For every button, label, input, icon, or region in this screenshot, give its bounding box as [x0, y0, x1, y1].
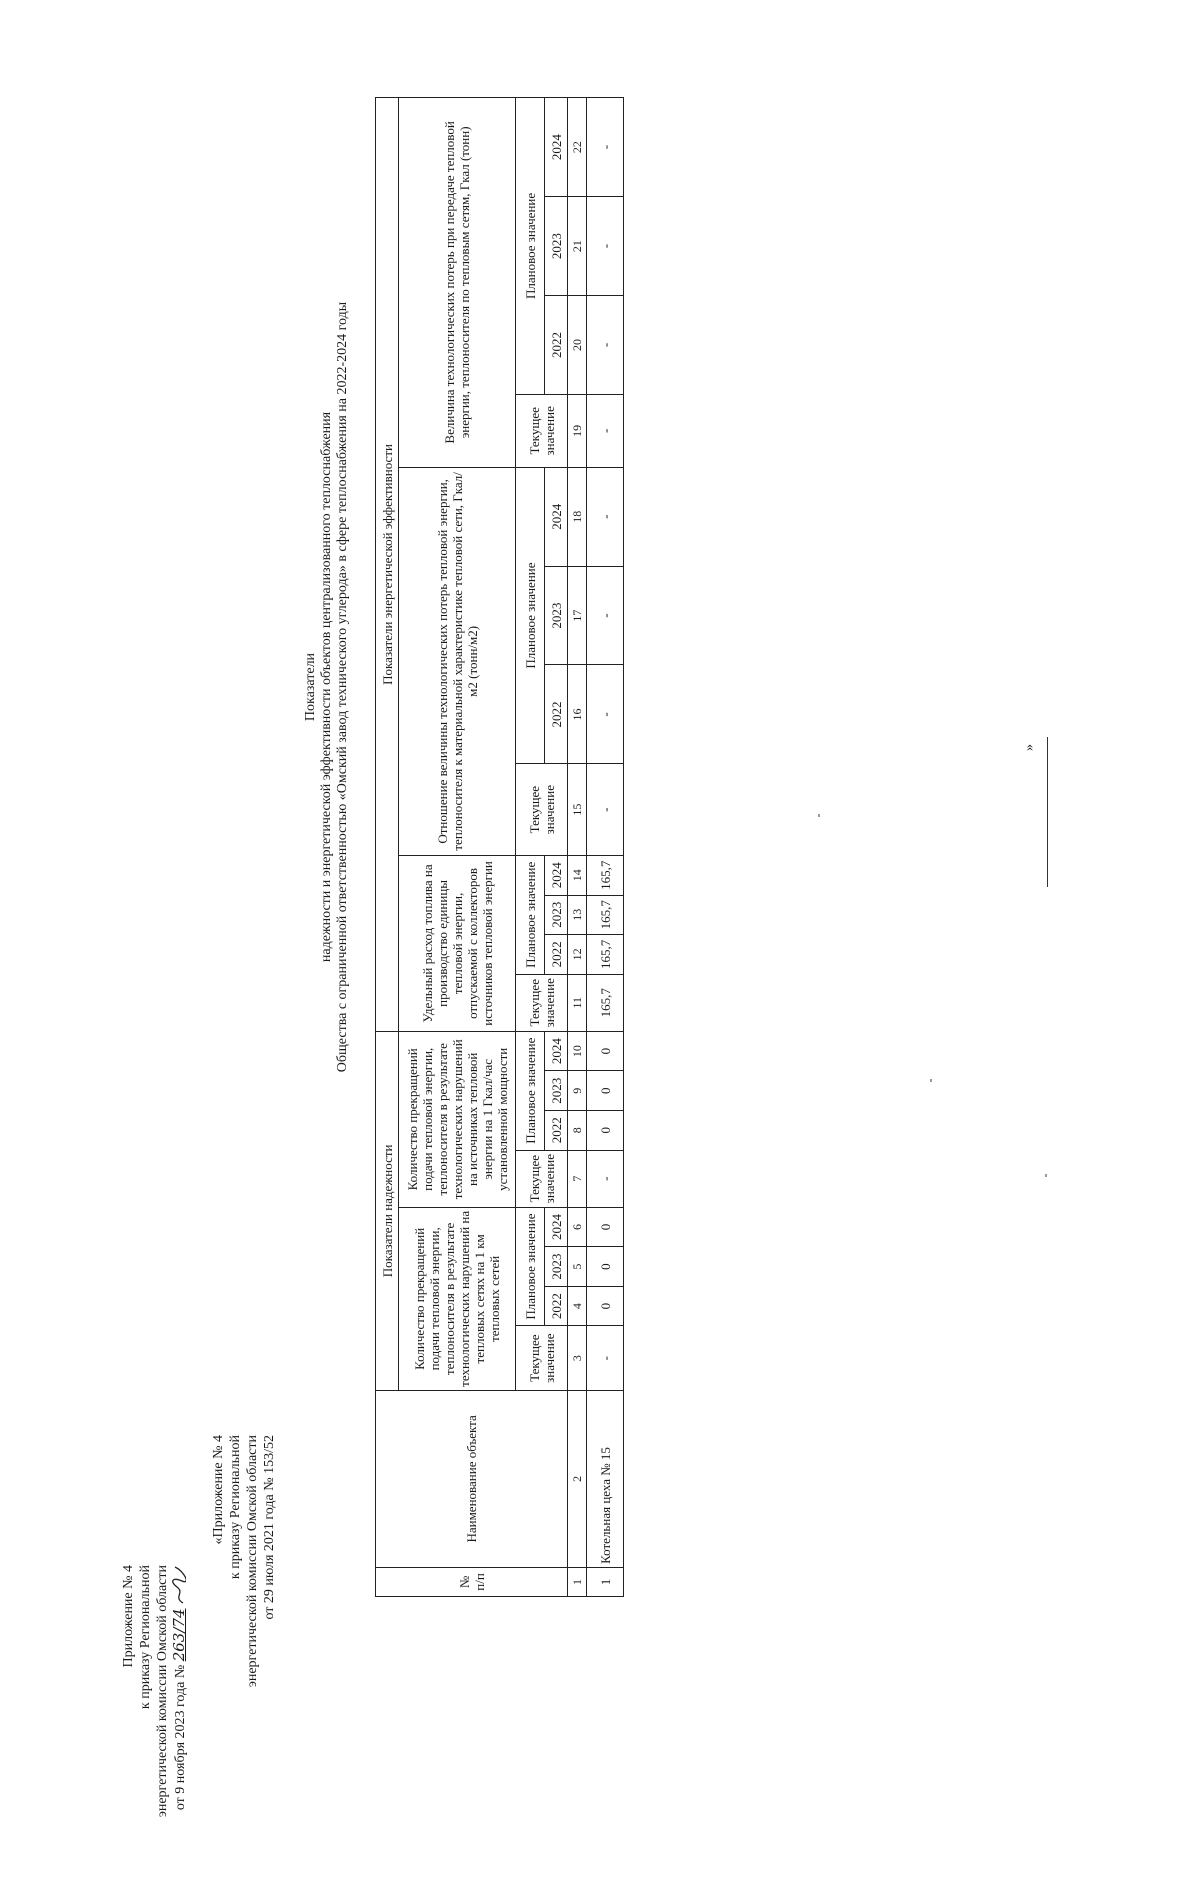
- closing-line: [1035, 737, 1048, 887]
- appendix-title: Приложение № 4: [121, 1565, 136, 1668]
- appendix-header-new: [120, 1565, 189, 1885]
- closing-quote-mark: »: [1022, 744, 1037, 751]
- column-number: 10: [568, 1031, 587, 1071]
- year-cell: 2022: [545, 665, 568, 764]
- criterion-loss-ratio: Отношение величины технологических потерь тепловой энергии, теплоносителя к материальной характеристике тепловой сети, Гкал/м2 (тонн/м2): [399, 467, 516, 855]
- handwritten-signature-icon: [172, 1565, 186, 1605]
- value-cell: -: [587, 1326, 624, 1391]
- document-title: [303, 277, 351, 1097]
- plan-value-header: Плановое значение: [516, 467, 545, 764]
- plan-value-header: Плановое значение: [516, 1207, 545, 1326]
- appendix-date-text: от 9 ноября 2023 года №: [173, 1664, 188, 1811]
- value-cell: 0: [587, 1031, 624, 1071]
- object-name: Котельная цеха № 15: [587, 1390, 624, 1567]
- column-number: 14: [568, 855, 587, 895]
- current-value-header: Текущее значение: [516, 1326, 568, 1391]
- scan-speck: [930, 1079, 932, 1082]
- year-cell: 2022: [545, 1110, 568, 1150]
- header-group-row: [376, 98, 399, 1597]
- value-cell: -: [587, 98, 624, 197]
- column-number: 18: [568, 467, 587, 566]
- value-cell: 165,7: [587, 895, 624, 935]
- column-number: 13: [568, 895, 587, 935]
- column-number-row: [568, 98, 587, 1597]
- value-cell: 0: [587, 1207, 624, 1247]
- plan-value-header: Плановое значение: [516, 1031, 545, 1150]
- year-cell: 2024: [545, 1207, 568, 1247]
- year-cell: 2022: [545, 935, 568, 975]
- value-cell: -: [587, 764, 624, 856]
- value-cell: 0: [587, 1247, 624, 1287]
- header-criteria-row: [399, 98, 516, 1597]
- original-date: от 29 июля 2021 года № 153/52: [262, 1435, 277, 1620]
- value-cell: 165,7: [587, 855, 624, 895]
- indicators-table: [375, 97, 624, 1597]
- year-cell: 2023: [545, 197, 568, 296]
- header-number: № п/п: [376, 1567, 568, 1596]
- year-cell: 2022: [545, 296, 568, 395]
- year-cell: 2023: [545, 1071, 568, 1111]
- year-cell: 2022: [545, 1286, 568, 1326]
- current-value-header: Текущее значение: [516, 974, 568, 1031]
- criterion-fuel-consumption: Удельный расход топлива на производство единицы тепловой энергии, отпускаемой с коллекторов источников тепловой энергии: [399, 855, 516, 1031]
- year-cell: 2024: [545, 467, 568, 566]
- column-number: 7: [568, 1150, 587, 1207]
- original-order-ref: к приказу Региональной: [228, 1435, 243, 1580]
- scan-speck: [818, 814, 820, 817]
- column-number: 5: [568, 1247, 587, 1287]
- plan-value-header: Плановое значение: [516, 855, 545, 974]
- year-cell: 2024: [545, 1031, 568, 1071]
- handwritten-order-number: 263/74: [170, 1608, 188, 1662]
- current-value-header: Текущее значение: [516, 1150, 568, 1207]
- column-number: 11: [568, 974, 587, 1031]
- value-cell: 0: [587, 1110, 624, 1150]
- header-object-name: Наименование объекта: [376, 1390, 568, 1567]
- year-cell: 2024: [545, 855, 568, 895]
- value-cell: -: [587, 296, 624, 395]
- column-number: 3: [568, 1326, 587, 1391]
- header-subhead-row: [516, 98, 545, 1597]
- original-commission: энергетической комиссии Омской области: [245, 1435, 260, 1688]
- value-cell: 0: [587, 1286, 624, 1326]
- title-line-2: надежности и энергетической эффективности объектов централизованного теплоснабжения: [319, 411, 334, 963]
- value-cell: -: [587, 1150, 624, 1207]
- column-number: 12: [568, 935, 587, 975]
- column-number: 6: [568, 1207, 587, 1247]
- year-cell: 2024: [545, 98, 568, 197]
- year-cell: 2023: [545, 566, 568, 665]
- value-cell: -: [587, 197, 624, 296]
- appendix-date: [171, 1565, 189, 1885]
- scan-speck: [1045, 1174, 1047, 1177]
- value-cell: -: [587, 566, 624, 665]
- header-reliability-group: Показатели надежности: [376, 1031, 399, 1390]
- column-number: 20: [568, 296, 587, 395]
- value-cell: -: [587, 467, 624, 566]
- column-number: 1: [568, 1567, 587, 1596]
- title-line-1: Показатели: [303, 652, 318, 722]
- criterion-loss-volume: Величина технологических потерь при передаче тепловой энергии, теплоносителя по тепловым сетям, Гкал (тонн): [399, 98, 516, 468]
- criterion-source-outages: Количество прекращений подачи тепловой энергии, теплоносителя в результате технологических нарушений на источниках тепловой энергии на 1 Гкал/час установленной мощности: [399, 1031, 516, 1207]
- column-number: 9: [568, 1071, 587, 1111]
- table-row: [587, 98, 624, 1597]
- current-value-header: Текущее значение: [516, 394, 568, 467]
- value-cell: 165,7: [587, 935, 624, 975]
- value-cell: 165,7: [587, 974, 624, 1031]
- appendix-commission: энергетической комиссии Омской области: [155, 1565, 170, 1818]
- column-number: 21: [568, 197, 587, 296]
- column-number: 2: [568, 1390, 587, 1567]
- column-number: 4: [568, 1286, 587, 1326]
- column-number: 22: [568, 98, 587, 197]
- year-cell: 2023: [545, 895, 568, 935]
- column-number: 17: [568, 566, 587, 665]
- header-efficiency-group: Показатели энергетической эффективности: [376, 98, 399, 1032]
- appendix-order-ref: к приказу Региональной: [138, 1565, 153, 1710]
- current-value-header: Текущее значение: [516, 764, 568, 856]
- value-cell: -: [587, 394, 624, 467]
- column-number: 15: [568, 764, 587, 856]
- row-number: 1: [587, 1567, 624, 1596]
- column-number: 19: [568, 394, 587, 467]
- value-cell: 0: [587, 1071, 624, 1111]
- plan-value-header: Плановое значение: [516, 98, 545, 395]
- year-cell: 2023: [545, 1247, 568, 1287]
- appendix-header-original: [210, 1435, 278, 1755]
- original-appendix-title: «Приложение № 4: [211, 1435, 226, 1545]
- column-number: 16: [568, 665, 587, 764]
- title-line-3: Общества с ограниченной ответственностью «Омский завод технического углерода» в сфере теплоснабжения на 2022-2024 годы: [335, 301, 350, 1073]
- value-cell: -: [587, 665, 624, 764]
- criterion-network-outages: Количество прекращений подачи тепловой энергии, теплоносителя в результате технологических нарушений на тепловых сетях на 1 км тепловых сетей: [399, 1207, 516, 1390]
- column-number: 8: [568, 1110, 587, 1150]
